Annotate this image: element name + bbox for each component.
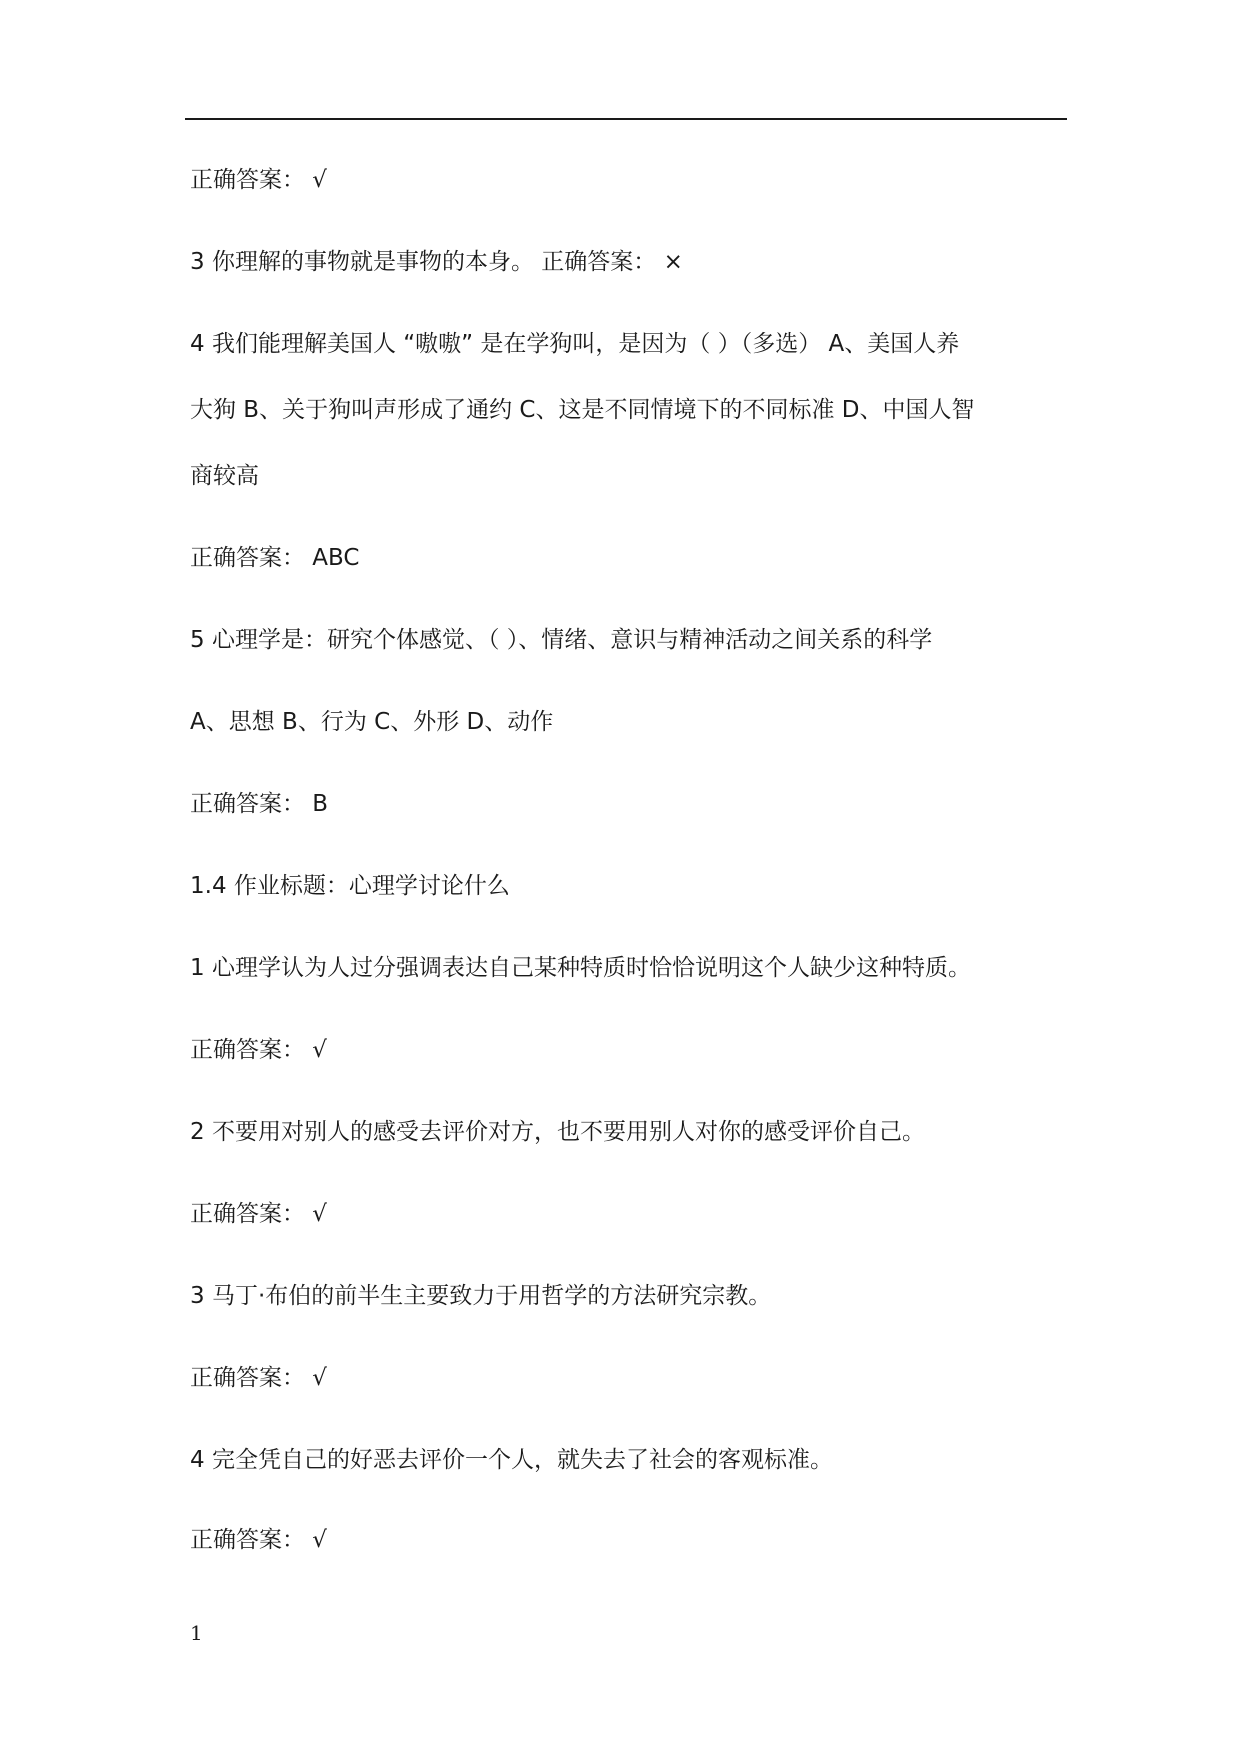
question-line: 5 心理学是：研究个体感觉、（ ）、情绪、意识与精神活动之间关系的科学 — [190, 627, 933, 653]
answer-line: 正确答案： ABC — [190, 545, 360, 571]
question-line: 4 我们能理解美国人 “嗷嗷” 是在学狗叫，是因为（ ）（多选） A、美国人养 — [190, 331, 960, 357]
answer-line: 正确答案： √ — [190, 167, 327, 193]
section-heading: 1.4 作业标题：心理学讨论什么 — [190, 873, 510, 899]
options-line: A、思想 B、行为 C、外形 D、动作 — [190, 709, 554, 735]
answer-line: 正确答案： B — [190, 791, 329, 817]
question-line: 商较高 — [190, 463, 259, 489]
question-line: 3 马丁·布伯的前半生主要致力于用哲学的方法研究宗教。 — [190, 1283, 772, 1309]
header-rule — [185, 118, 1067, 120]
question-line: 3 你理解的事物就是事物的本身。 正确答案： × — [190, 249, 683, 275]
question-line: 1 心理学认为人过分强调表达自己某种特质时恰恰说明这个人缺少这种特质。 — [190, 955, 971, 981]
page-number: 1 — [190, 1621, 203, 1645]
answer-line: 正确答案： √ — [190, 1527, 327, 1553]
question-line: 4 完全凭自己的好恶去评价一个人，就失去了社会的客观标准。 — [190, 1447, 833, 1473]
question-line: 2 不要用对别人的感受去评价对方，也不要用别人对你的感受评价自己。 — [190, 1119, 925, 1145]
answer-line: 正确答案： √ — [190, 1201, 327, 1227]
question-line: 大狗 B、关于狗叫声形成了通约 C、这是不同情境下的不同标准 D、中国人智 — [190, 397, 975, 423]
answer-line: 正确答案： √ — [190, 1365, 327, 1391]
answer-line: 正确答案： √ — [190, 1037, 327, 1063]
